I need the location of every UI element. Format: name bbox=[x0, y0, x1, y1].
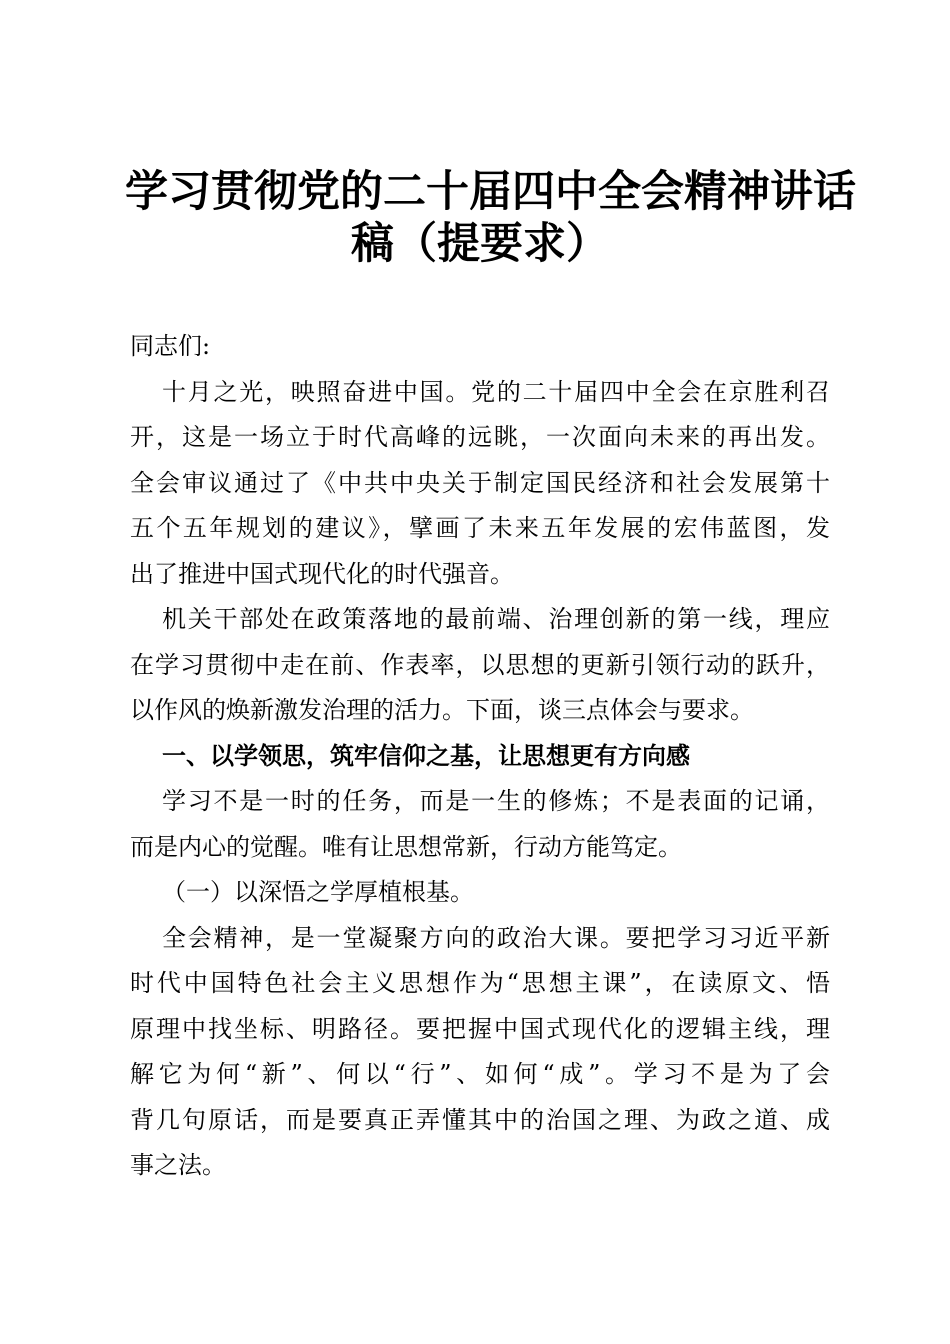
text-line: 全会精神，是一堂凝聚方向的政治大课。要把学习习近平新 bbox=[162, 923, 830, 952]
text-line: 机关干部处在政策落地的最前端、治理创新的第一线，理应 bbox=[162, 605, 830, 633]
text-line: 而是内心的觉醒。唯有让思想常新，行动方能笃定。 bbox=[130, 832, 682, 861]
text-line: 事之法。 bbox=[130, 1151, 226, 1179]
paragraph bbox=[130, 597, 830, 734]
title-line-2: 稿（提要求） bbox=[351, 219, 609, 269]
text-line: 学习不是一时的任务，而是一生的修炼；不是表面的记诵， bbox=[162, 787, 830, 815]
paragraph bbox=[130, 370, 830, 598]
text-line: 十月之光，映照奋进中国。党的二十届四中全会在京胜利召 bbox=[162, 377, 830, 406]
text-line: 以作风的焕新激发治理的活力。下面，谈三点体会与要求。 bbox=[130, 696, 754, 724]
text-line: 出了推进中国式现代化的时代强音。 bbox=[130, 559, 514, 588]
document-body bbox=[130, 324, 830, 1189]
paragraph bbox=[130, 916, 830, 1189]
subsection-heading: （一）以深悟之学厚植根基。 bbox=[162, 878, 474, 906]
text-line: 全会审议通过了《中共中央关于制定国民经济和社会发展第十 bbox=[130, 468, 830, 497]
section-heading: 一、以学领思，筑牢信仰之基，让思想更有方向感 bbox=[162, 741, 690, 770]
title-line-1: 学习贯彻党的二十届四中全会精神讲话 bbox=[125, 167, 856, 217]
paragraph bbox=[130, 779, 830, 870]
text-line: 时代中国特色社会主义思想作为“思想主课”，在读原文、悟 bbox=[130, 969, 830, 997]
text-line: 开，这是一场立于时代高峰的远眺，一次面向未来的再出发。 bbox=[130, 423, 830, 451]
document-title bbox=[125, 166, 856, 270]
text-line: 解它为何“新”、何以“行”、如何“成”。学习不是为了会 bbox=[130, 1060, 830, 1088]
text-line: 在学习贯彻中走在前、作表率，以思想的更新引领行动的跃升， bbox=[130, 650, 830, 679]
text-line: 原理中找坐标、明路径。要把握中国式现代化的逻辑主线，理 bbox=[130, 1014, 830, 1043]
text-line: 五个五年规划的建议》，擘画了未来五年发展的宏伟蓝图，发 bbox=[130, 514, 830, 542]
text-line: 背几句原话，而是要真正弄懂其中的治国之理、为政之道、成 bbox=[130, 1105, 830, 1134]
salutation: 同志们: bbox=[130, 332, 211, 360]
